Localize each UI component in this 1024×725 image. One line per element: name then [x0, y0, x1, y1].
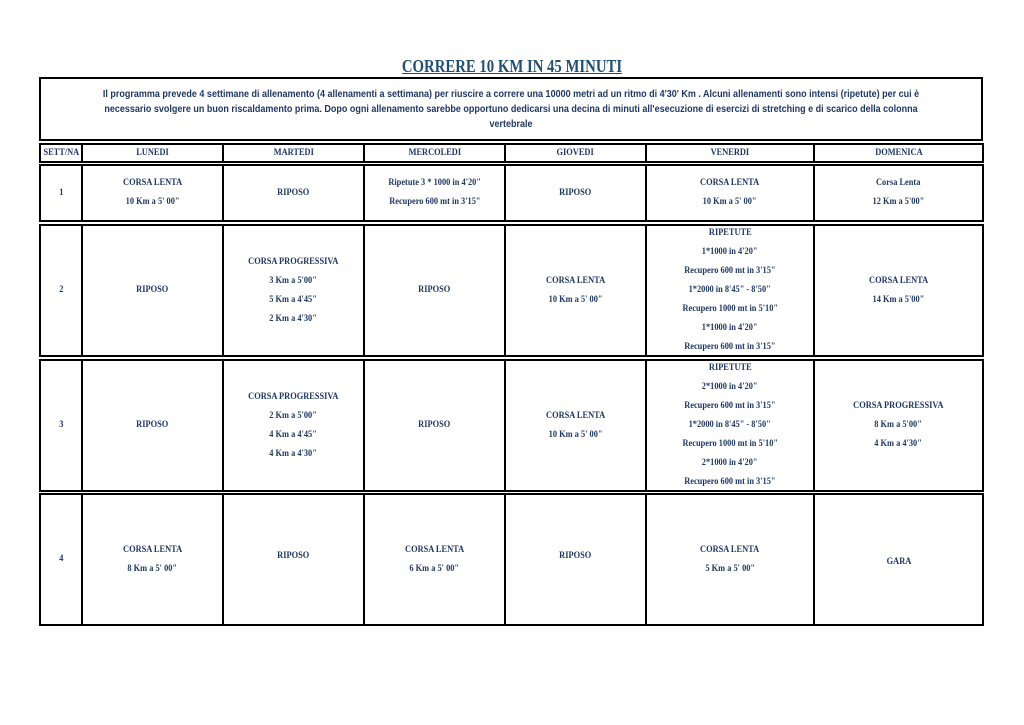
cell-sunday: CORSA LENTA 14 Km a 5'00"	[813, 224, 984, 357]
table-header	[39, 143, 984, 163]
cell-thursday: RIPOSO	[504, 164, 647, 222]
cell-thursday: CORSA LENTA 10 Km a 5' 00"	[504, 359, 647, 492]
cell-wednesday: CORSA LENTA 6 Km a 5' 00"	[363, 493, 506, 626]
page-title: CORRERE 10 KM IN 45 MINUTI	[401, 56, 623, 76]
cell-monday: RIPOSO	[81, 224, 224, 357]
cell-sunday: CORSA PROGRESSIVA 8 Km a 5'00" 4 Km a 4'30"	[813, 359, 984, 492]
table-row	[39, 359, 984, 492]
cell-monday: CORSA LENTA 8 Km a 5' 00"	[81, 493, 224, 626]
cell-thursday: RIPOSO	[504, 493, 647, 626]
cell-wednesday: RIPOSO	[363, 359, 506, 492]
cell-sunday: GARA	[813, 493, 984, 626]
week-number: 4	[39, 493, 83, 626]
header-week: SETT/NA	[39, 143, 83, 163]
table-row	[39, 224, 984, 357]
cell-tuesday: RIPOSO	[222, 493, 365, 626]
cell-monday: CORSA LENTA 10 Km a 5' 00"	[81, 164, 224, 222]
intro-box	[39, 77, 983, 141]
week-number: 1	[39, 164, 83, 222]
cell-tuesday: CORSA PROGRESSIVA 2 Km a 5'00" 4 Km a 4'45" 4 Km a 4'30"	[222, 359, 365, 492]
cell-friday: CORSA LENTA 5 Km a 5' 00"	[645, 493, 815, 626]
header-wednesday: MERCOLEDI	[363, 143, 506, 163]
cell-thursday: CORSA LENTA 10 Km a 5' 00"	[504, 224, 647, 357]
table-row	[39, 493, 984, 626]
cell-friday: RIPETUTE 1*1000 in 4'20" Recupero 600 mt in 3'15" 1*2000 in 8'45" - 8'50" Recupero 1000 mt in 5'10" 1*1000 in 4'20" Recupero 600 mt in 3'15"	[645, 224, 815, 357]
header-friday: VENERDI	[645, 143, 815, 163]
cell-tuesday: RIPOSO	[222, 164, 365, 222]
table-row	[39, 164, 984, 222]
cell-friday: RIPETUTE 2*1000 in 4'20" Recupero 600 mt in 3'15" 1*2000 in 8'45" - 8'50" Recupero 1000 mt in 5'10" 2*1000 in 4'20" Recupero 600 mt in 3'15"	[645, 359, 815, 492]
cell-wednesday: Ripetute 3 * 1000 in 4'20" Recupero 600 mt in 3'15"	[363, 164, 506, 222]
cell-tuesday: CORSA PROGRESSIVA 3 Km a 5'00" 5 Km a 4'45" 2 Km a 4'30"	[222, 224, 365, 357]
cell-friday: CORSA LENTA 10 Km a 5' 00"	[645, 164, 815, 222]
week-number: 3	[39, 359, 83, 492]
intro-text: Il programma prevede 4 settimane di allenamento (4 allenamenti a settimana) per riuscire a correre una 10000 metri ad un ritmo di 4'30' Km . Alcuni allenamenti sono intensi (ripetute) per cui è necessario svolgere un buon riscaldamento prima. Dopo ogni allenamento sarebbe opportuno dedicarsi una decina di minuti all'esecuzione di esercizi di stretching e di scarico della colonna vertebrale	[102, 88, 920, 130]
week-number: 2	[39, 224, 83, 357]
cell-sunday: Corsa Lenta 12 Km a 5'00"	[813, 164, 984, 222]
header-monday: LUNEDI	[81, 143, 224, 163]
header-tuesday: MARTEDI	[222, 143, 365, 163]
header-sunday: DOMENICA	[813, 143, 984, 163]
cell-monday: RIPOSO	[81, 359, 224, 492]
header-thursday: GIOVEDI	[504, 143, 647, 163]
cell-wednesday: RIPOSO	[363, 224, 506, 357]
